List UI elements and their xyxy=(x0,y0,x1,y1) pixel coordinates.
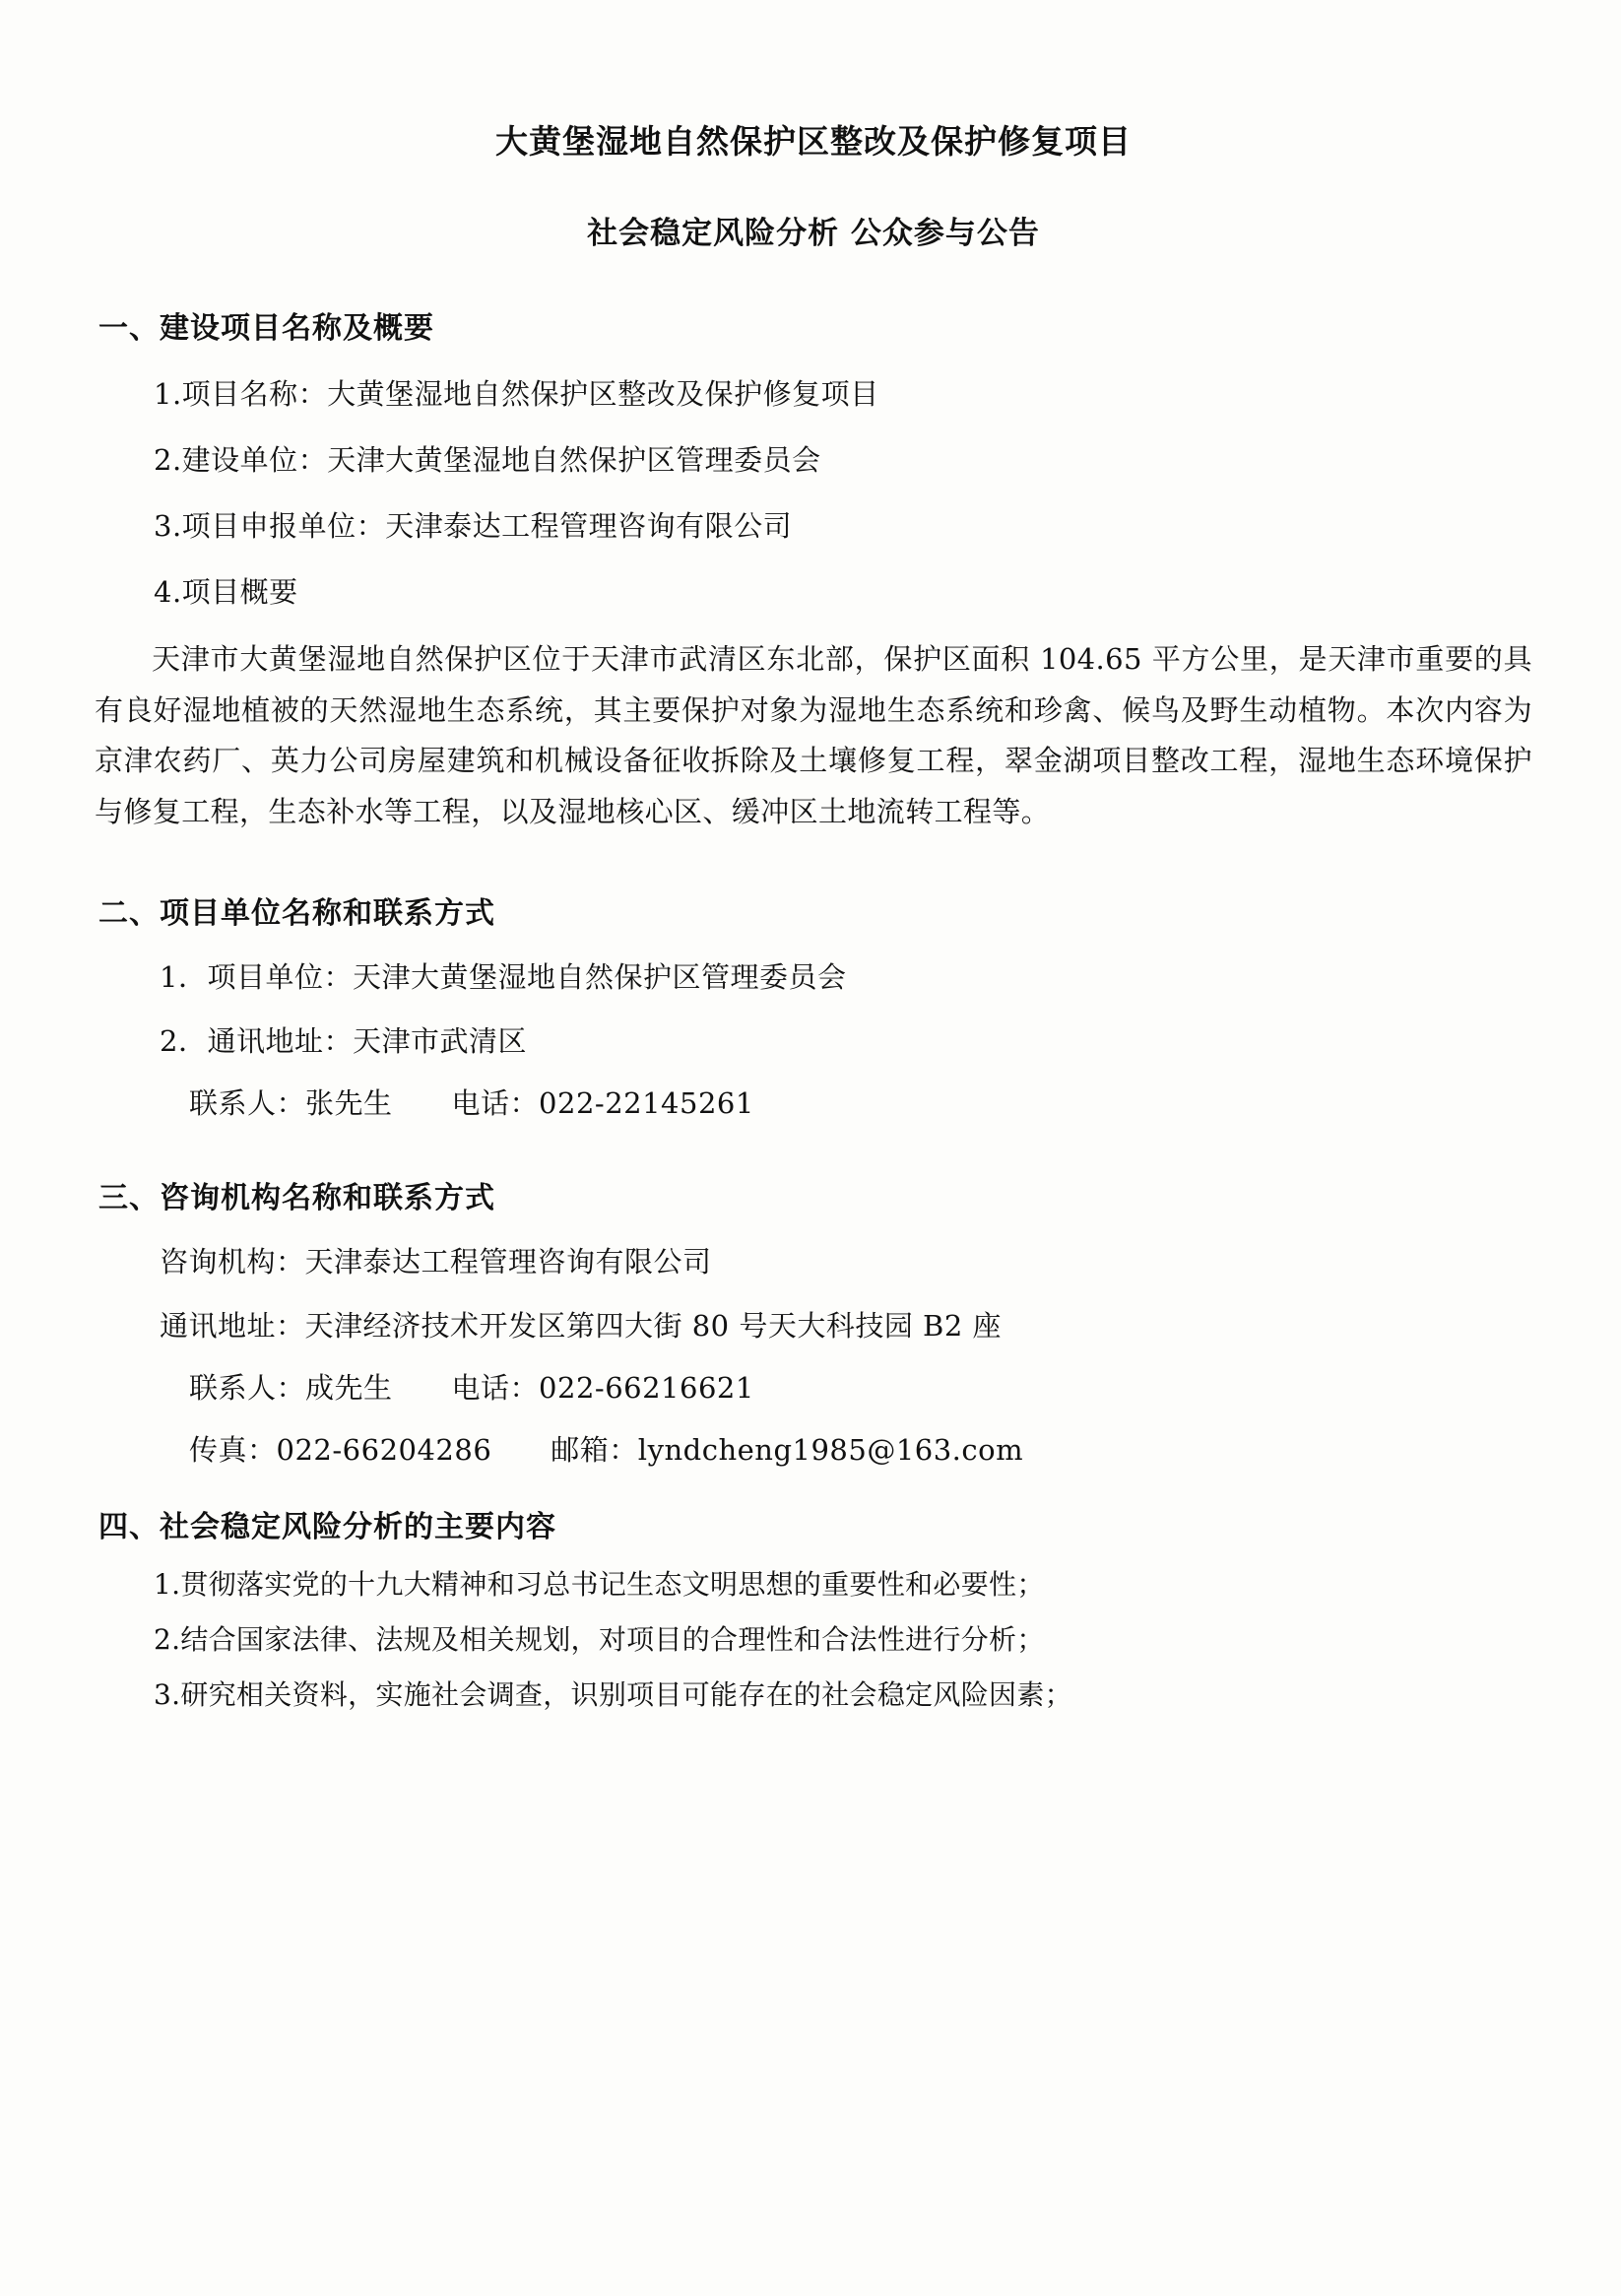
owner-contact-person-label: 联系人： xyxy=(189,1086,306,1121)
section-1-item-3: 3.项目申报单位：天津泰达工程管理咨询有限公司 xyxy=(154,509,793,543)
risk-analysis-item-2: 2.结合国家法律、法规及相关规划，对项目的合理性和合法性进行分析； xyxy=(154,1623,1045,1657)
section-1-item-1: 1.项目名称：大黄堡湿地自然保护区整改及保护修复项目 xyxy=(154,377,879,411)
risk-analysis-item-3: 3.研究相关资料，实施社会调查，识别项目可能存在的社会稳定风险因素； xyxy=(154,1678,1072,1712)
consultant-contact-person-label: 联系人： xyxy=(189,1371,306,1406)
consultant-contact-line xyxy=(95,1366,1532,1407)
project-overview-paragraph: 天津市大黄堡湿地自然保护区位于天津市武清区东北部，保护区面积 104.65 平方公里，是天津市重要的具有良好湿地植被的天然湿地生态系统，其主要保护对象为湿地生态系统和珍禽、候鸟及野生动植物。本次内容为京津农药厂、英力公司房屋建筑和机械设备征收拆除及土壤修复工程，翠金湖项目整改工程，湿地生态环境保护与修复工程，生态补水等工程，以及湿地核心区、缓冲区土地流转工程等。 xyxy=(95,642,1532,828)
document-title: 大黄堡湿地自然保护区整改及保护修复项目 xyxy=(495,122,1132,161)
section-heading-4: 四、社会稳定风险分析的主要内容 xyxy=(98,1510,556,1545)
consultant-address-line: 通讯地址：天津经济技术开发区第四大街 80 号天大科技园 B2 座 xyxy=(160,1309,1003,1344)
owner-contact-line xyxy=(95,1082,1532,1122)
owner-contact-phone-label: 电话： xyxy=(451,1086,540,1121)
section-heading-1: 一、建设项目名称及概要 xyxy=(98,311,434,346)
consultant-contact-phone-value: 022-66216621 xyxy=(539,1371,754,1406)
section-heading-2: 二、项目单位名称和联系方式 xyxy=(98,896,495,932)
risk-analysis-list xyxy=(95,1563,1532,1713)
consultant-name-line: 咨询机构：天津泰达工程管理咨询有限公司 xyxy=(160,1245,712,1279)
risk-analysis-item-1: 1.贯彻落实党的十九大精神和习总书记生态文明思想的重要性和必要性； xyxy=(154,1568,1045,1602)
section-2-item-1: 1．项目单位：天津大黄堡湿地自然保护区管理委员会 xyxy=(160,960,847,995)
consultant-email-label: 邮箱： xyxy=(551,1433,638,1468)
section-1-item-4: 4.项目概要 xyxy=(154,575,298,609)
consultant-contact-phone-label: 电话： xyxy=(451,1371,540,1406)
consultant-contact-person-value: 成先生 xyxy=(305,1371,393,1406)
consultant-email-value: lyndcheng1985@163.com xyxy=(637,1433,1024,1468)
consultant-fax-value: 022-66204286 xyxy=(276,1433,492,1468)
consultant-fax-label: 传真： xyxy=(189,1433,277,1468)
document-body xyxy=(95,116,1532,1713)
section-heading-3: 三、咨询机构名称和联系方式 xyxy=(98,1181,495,1216)
consultant-fax-email-line xyxy=(95,1428,1532,1469)
owner-contact-person-value: 张先生 xyxy=(305,1086,393,1121)
document-subtitle: 社会稳定风险分析 公众参与公告 xyxy=(587,216,1040,251)
owner-contact-phone-value: 022-22145261 xyxy=(539,1086,754,1121)
section-2-item-2: 2．通讯地址：天津市武清区 xyxy=(160,1024,527,1059)
section-1-item-2: 2.建设单位：天津大黄堡湿地自然保护区管理委员会 xyxy=(154,443,821,477)
